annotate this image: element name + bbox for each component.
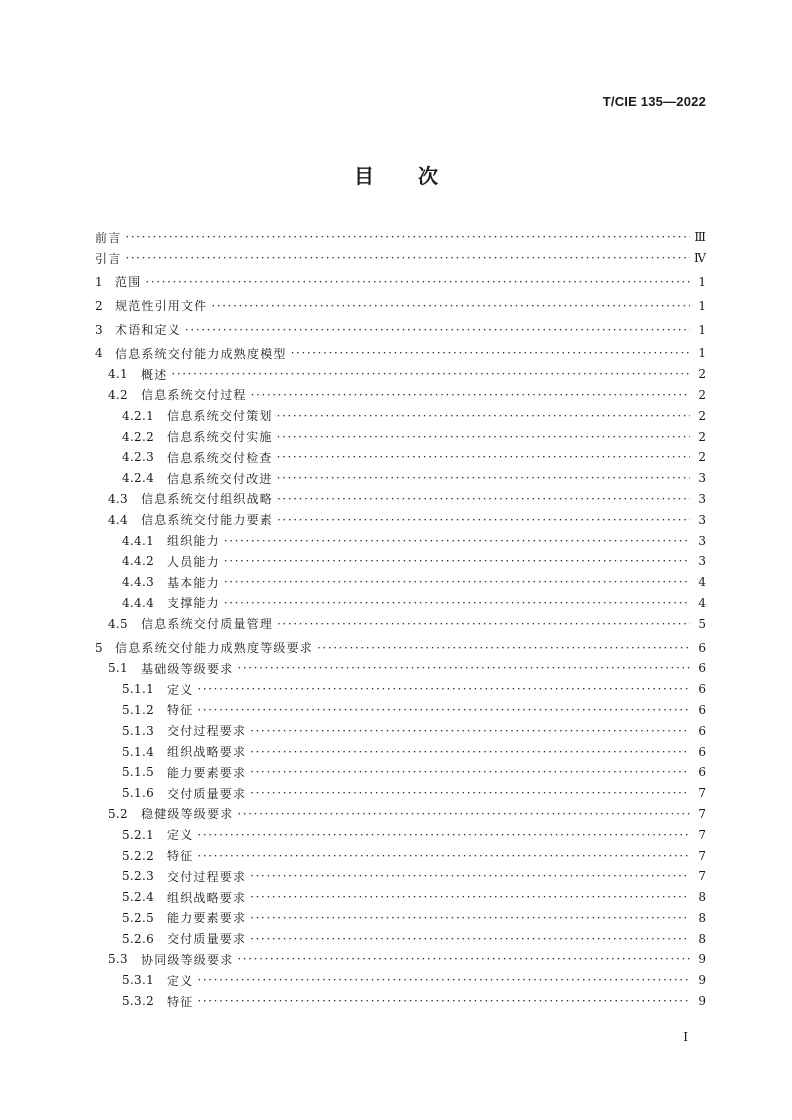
toc-entry[interactable] bbox=[95, 227, 707, 248]
toc-entry-number: 4.3 bbox=[108, 491, 128, 506]
toc-dot-leader bbox=[250, 745, 690, 759]
toc-entry-title: 信息系统交付能力成熟度模型 bbox=[115, 346, 287, 361]
toc-dot-leader bbox=[317, 641, 690, 655]
toc-entry-number: 3 bbox=[95, 322, 103, 337]
toc-entry-title: 信息系统交付策划 bbox=[167, 409, 273, 424]
toc-entry-title: 稳健级等级要求 bbox=[141, 807, 234, 822]
toc-entry-number: 4.4.2 bbox=[122, 554, 155, 569]
toc-entry-page: 6 bbox=[698, 765, 706, 780]
toc-entry-number: 5.1.2 bbox=[122, 702, 155, 717]
table-of-contents bbox=[95, 227, 707, 1011]
toc-entry-title: 信息系统交付检查 bbox=[167, 450, 273, 465]
toc-entry-page: 9 bbox=[698, 973, 706, 988]
toc-entry[interactable] bbox=[95, 824, 707, 845]
toc-entry-page: 7 bbox=[698, 827, 706, 842]
toc-entry-page: 6 bbox=[698, 744, 706, 759]
toc-entry[interactable] bbox=[95, 720, 707, 741]
toc-entry-number: 4.2.4 bbox=[122, 471, 155, 486]
toc-entry-number: 4.2.1 bbox=[122, 408, 155, 423]
toc-entry[interactable] bbox=[95, 447, 707, 468]
toc-dot-leader bbox=[211, 299, 690, 313]
toc-entry-number: 5.2.2 bbox=[122, 848, 155, 863]
toc-entry-page: 3 bbox=[698, 471, 706, 486]
toc-entry-page: 6 bbox=[698, 723, 706, 738]
toc-entry-page: 8 bbox=[698, 931, 706, 946]
toc-entry-title: 信息系统交付过程 bbox=[141, 388, 247, 403]
toc-entry-page: 2 bbox=[698, 367, 706, 382]
toc-entry-title: 人员能力 bbox=[167, 554, 220, 569]
toc-entry-number: 5.2.6 bbox=[122, 931, 155, 946]
toc-dot-leader bbox=[197, 849, 690, 863]
toc-dot-leader bbox=[224, 596, 690, 610]
toc-entry-page: 6 bbox=[698, 702, 706, 717]
toc-entry-title: 能力要素要求 bbox=[167, 911, 247, 926]
toc-dot-leader bbox=[277, 450, 690, 464]
toc-entry-title: 信息系统交付组织战略 bbox=[141, 492, 274, 507]
toc-entry-page: 6 bbox=[698, 640, 706, 655]
toc-entry[interactable] bbox=[95, 637, 707, 658]
toc-title-part2: 次 bbox=[418, 164, 438, 188]
toc-entry-title: 组织能力 bbox=[167, 534, 220, 549]
toc-dot-leader bbox=[250, 932, 690, 946]
toc-entry-title: 引言 bbox=[95, 251, 122, 266]
toc-dot-leader bbox=[291, 346, 690, 360]
toc-entry-number: 4.4 bbox=[108, 512, 128, 527]
toc-entry-title: 能力要素要求 bbox=[167, 765, 247, 780]
toc-dot-leader bbox=[197, 682, 690, 696]
page-number: I bbox=[683, 1030, 688, 1044]
toc-dot-leader bbox=[171, 367, 690, 381]
toc-entry-title: 交付质量要求 bbox=[167, 932, 247, 947]
toc-entry[interactable] bbox=[95, 319, 707, 340]
toc-entry[interactable] bbox=[95, 295, 707, 316]
toc-entry[interactable] bbox=[95, 593, 707, 614]
toc-entry-title: 范围 bbox=[115, 275, 142, 290]
toc-title-part1: 目 bbox=[354, 164, 374, 188]
toc-entry-number: 5.1.5 bbox=[122, 765, 155, 780]
toc-entry-number: 4.4.1 bbox=[122, 533, 155, 548]
toc-entry-page: 7 bbox=[698, 848, 706, 863]
toc-entry[interactable] bbox=[95, 272, 707, 293]
toc-entry-number: 5.2.1 bbox=[122, 827, 155, 842]
toc-entry-number: 5.1.1 bbox=[122, 682, 155, 697]
toc-entry-title: 信息系统交付能力要素 bbox=[141, 513, 274, 528]
toc-entry-title: 组织战略要求 bbox=[167, 745, 247, 760]
toc-dot-leader bbox=[277, 513, 690, 527]
toc-entry-title: 信息系统交付改进 bbox=[167, 471, 273, 486]
toc-entry-title: 交付过程要求 bbox=[167, 724, 247, 739]
toc-dot-leader bbox=[237, 661, 690, 675]
toc-entry-title: 交付过程要求 bbox=[167, 869, 247, 884]
toc-entry-title: 信息系统交付质量管理 bbox=[141, 617, 274, 632]
toc-entry-number: 4.1 bbox=[108, 367, 128, 382]
toc-dot-leader bbox=[125, 230, 690, 244]
toc-entry-page: 8 bbox=[698, 910, 706, 925]
toc-entry-number: 4.2.3 bbox=[122, 450, 155, 465]
toc-entry-page: 2 bbox=[698, 450, 706, 465]
toc-entry-page: 1 bbox=[698, 346, 706, 361]
toc-dot-leader bbox=[277, 471, 690, 485]
toc-entry-number: 4.5 bbox=[108, 616, 128, 631]
toc-entry-number: 5.2.3 bbox=[122, 869, 155, 884]
toc-dot-leader bbox=[277, 492, 690, 506]
toc-entry-page: 3 bbox=[698, 554, 706, 569]
toc-entry-page: Ⅲ bbox=[694, 230, 706, 245]
toc-entry-page: 1 bbox=[698, 322, 706, 337]
toc-entry-page: 9 bbox=[698, 952, 706, 967]
toc-entry-page: 5 bbox=[698, 616, 706, 631]
toc-dot-leader bbox=[145, 275, 690, 289]
toc-dot-leader bbox=[250, 911, 690, 925]
toc-entry[interactable] bbox=[95, 613, 707, 634]
toc-entry-title: 术语和定义 bbox=[115, 323, 182, 338]
toc-dot-leader bbox=[185, 323, 690, 337]
toc-entry-title: 概述 bbox=[141, 367, 168, 382]
toc-entry-title: 定义 bbox=[167, 973, 194, 988]
toc-dot-leader bbox=[237, 952, 690, 966]
toc-entry[interactable] bbox=[95, 426, 707, 447]
toc-entry-number: 5.2.4 bbox=[122, 890, 155, 905]
toc-entry-title: 组织战略要求 bbox=[167, 890, 247, 905]
toc-entry[interactable] bbox=[95, 928, 707, 949]
toc-dot-leader bbox=[250, 890, 690, 904]
toc-entry-title: 定义 bbox=[167, 828, 194, 843]
toc-entry-number: 4.4.3 bbox=[122, 575, 155, 590]
toc-entry-number: 1 bbox=[95, 274, 103, 289]
toc-entry[interactable] bbox=[95, 700, 707, 721]
toc-entry-title: 信息系统交付实施 bbox=[167, 430, 273, 445]
toc-dot-leader bbox=[250, 724, 690, 738]
toc-entry-page: 7 bbox=[698, 869, 706, 884]
toc-dot-leader bbox=[250, 869, 690, 883]
toc-entry-page: 1 bbox=[698, 298, 706, 313]
toc-entry-title: 规范性引用文件 bbox=[115, 299, 208, 314]
toc-entry-title: 特征 bbox=[167, 994, 194, 1009]
toc-entry[interactable] bbox=[95, 248, 707, 269]
toc-entry-number: 2 bbox=[95, 298, 103, 313]
toc-entry-title: 交付质量要求 bbox=[167, 786, 247, 801]
toc-dot-leader bbox=[125, 251, 690, 265]
toc-entry[interactable] bbox=[95, 343, 707, 364]
toc-dot-leader bbox=[197, 828, 690, 842]
document-code: T/CIE 135—2022 bbox=[602, 94, 706, 109]
toc-entry-page: 4 bbox=[698, 595, 706, 610]
toc-entry-page: 6 bbox=[698, 661, 706, 676]
toc-entry[interactable] bbox=[95, 385, 707, 406]
toc-entry-number: 4 bbox=[95, 346, 103, 361]
toc-dot-leader bbox=[251, 388, 690, 402]
toc-dot-leader bbox=[197, 703, 690, 717]
toc-entry[interactable] bbox=[95, 845, 707, 866]
toc-entry[interactable] bbox=[95, 887, 707, 908]
toc-entry-title: 特征 bbox=[167, 703, 194, 718]
toc-dot-leader bbox=[277, 430, 690, 444]
toc-entry-page: 8 bbox=[698, 890, 706, 905]
toc-entry-title: 特征 bbox=[167, 849, 194, 863]
toc-entry[interactable] bbox=[95, 364, 707, 385]
toc-dot-leader bbox=[197, 994, 690, 1008]
toc-title bbox=[0, 160, 792, 189]
toc-entry[interactable] bbox=[95, 551, 707, 572]
toc-entry-page: 9 bbox=[698, 994, 706, 1009]
toc-entry-title: 支撑能力 bbox=[167, 596, 220, 611]
toc-entry[interactable] bbox=[95, 741, 707, 762]
toc-entry-page: 1 bbox=[698, 274, 706, 289]
toc-entry-page: 3 bbox=[698, 491, 706, 506]
toc-dot-leader bbox=[250, 786, 690, 800]
toc-entry-number: 5.1.3 bbox=[122, 723, 155, 738]
toc-entry[interactable] bbox=[95, 489, 707, 510]
toc-dot-leader bbox=[197, 973, 690, 987]
toc-dot-leader bbox=[224, 575, 690, 589]
toc-dot-leader bbox=[277, 409, 690, 423]
toc-entry[interactable] bbox=[95, 530, 707, 551]
toc-entry[interactable] bbox=[95, 970, 707, 991]
toc-dot-leader bbox=[277, 617, 690, 631]
toc-entry[interactable] bbox=[95, 783, 707, 804]
toc-entry-number: 5.3.1 bbox=[122, 973, 155, 988]
toc-entry[interactable] bbox=[95, 804, 707, 825]
toc-dot-leader bbox=[237, 807, 690, 821]
toc-entry-number: 5.3 bbox=[108, 952, 128, 967]
toc-entry-number: 5.3.2 bbox=[122, 994, 155, 1009]
toc-entry-title: 基本能力 bbox=[167, 575, 220, 590]
toc-entry-number: 5.1.4 bbox=[122, 744, 155, 759]
toc-entry-number: 5 bbox=[95, 640, 103, 655]
toc-entry-page: 2 bbox=[698, 408, 706, 423]
toc-dot-leader bbox=[224, 534, 690, 548]
toc-entry-title: 信息系统交付能力成熟度等级要求 bbox=[115, 641, 314, 656]
toc-entry-number: 5.2 bbox=[108, 806, 128, 821]
toc-entry[interactable] bbox=[95, 908, 707, 929]
toc-entry[interactable] bbox=[95, 658, 707, 679]
toc-entry[interactable] bbox=[95, 866, 707, 887]
toc-entry-number: 5.2.5 bbox=[122, 910, 155, 925]
toc-entry-number: 5.1 bbox=[108, 661, 128, 676]
toc-entry-page: 3 bbox=[698, 533, 706, 548]
toc-entry[interactable] bbox=[95, 679, 707, 700]
toc-entry-page: 2 bbox=[698, 429, 706, 444]
toc-dot-leader bbox=[250, 765, 690, 779]
toc-entry-number: 4.2.2 bbox=[122, 429, 155, 444]
toc-entry[interactable] bbox=[95, 991, 707, 1012]
toc-entry-title: 前言 bbox=[95, 230, 122, 245]
toc-entry-number: 4.4.4 bbox=[122, 595, 155, 610]
toc-entry[interactable] bbox=[95, 468, 707, 489]
toc-entry-page: 3 bbox=[698, 512, 706, 527]
toc-entry-page: Ⅳ bbox=[694, 251, 706, 266]
toc-entry-title: 协同级等级要求 bbox=[141, 952, 234, 967]
toc-entry-page: 7 bbox=[698, 786, 706, 801]
toc-entry[interactable] bbox=[95, 572, 707, 593]
toc-entry-page: 7 bbox=[698, 806, 706, 821]
toc-entry[interactable] bbox=[95, 405, 707, 426]
toc-entry-page: 4 bbox=[698, 575, 706, 590]
toc-entry-title: 基础级等级要求 bbox=[141, 661, 234, 676]
toc-entry[interactable] bbox=[95, 509, 707, 530]
toc-entry-number: 4.2 bbox=[108, 387, 128, 402]
toc-entry-title: 定义 bbox=[167, 682, 194, 697]
toc-entry-page: 6 bbox=[698, 682, 706, 697]
toc-entry-number: 5.1.6 bbox=[122, 786, 155, 801]
toc-entry-page: 2 bbox=[698, 387, 706, 402]
toc-entry[interactable] bbox=[95, 762, 707, 783]
toc-dot-leader bbox=[224, 554, 690, 568]
toc-entry[interactable] bbox=[95, 949, 707, 970]
